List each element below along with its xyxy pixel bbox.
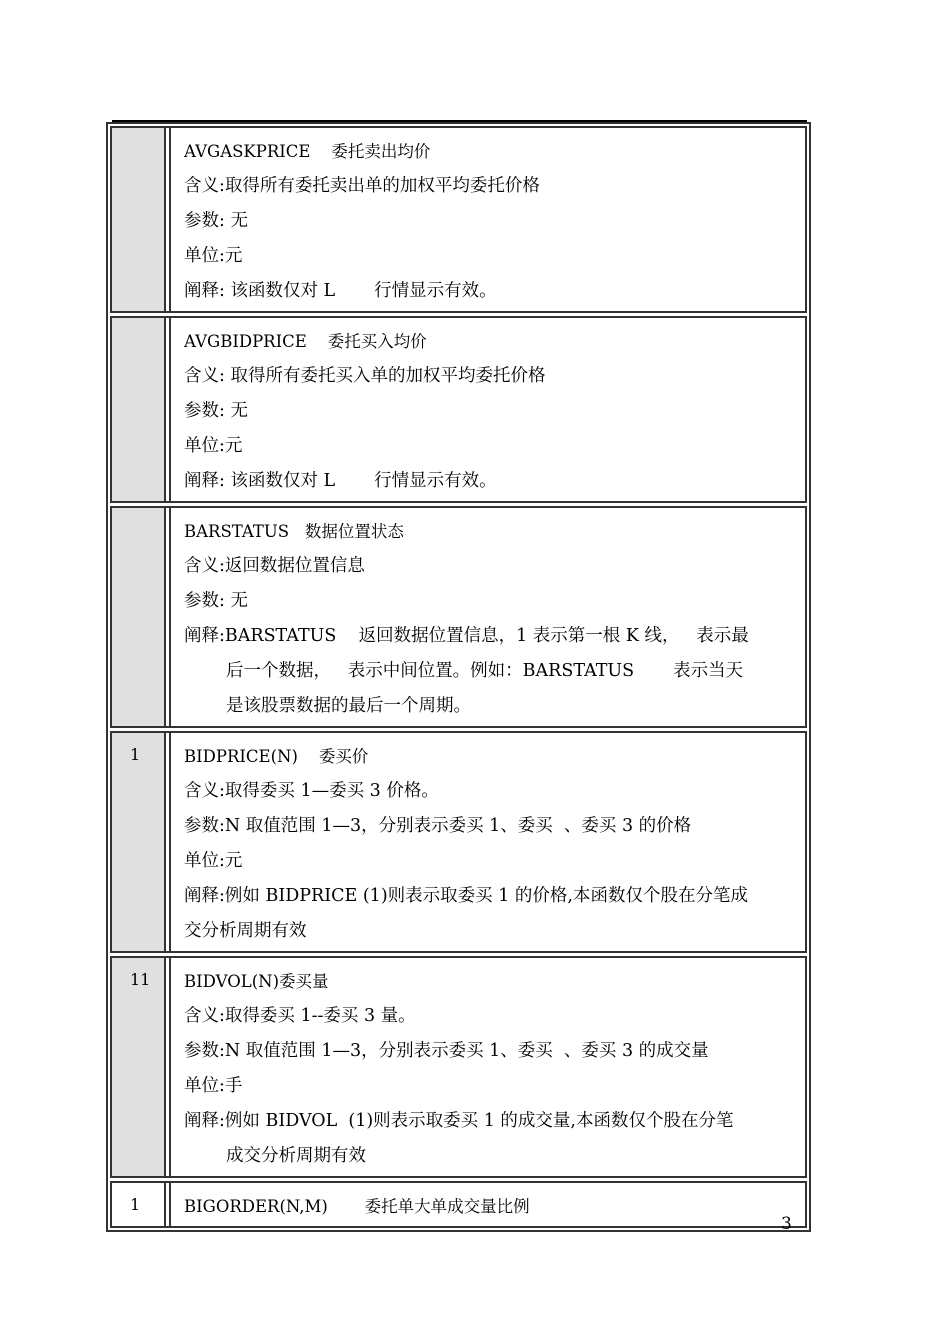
- table-row: [110, 731, 807, 953]
- function-title: BIDPRICE(N) 委买价: [184, 747, 369, 766]
- table-row: [110, 1181, 807, 1228]
- description-line: 参数:N 取值范围 1—3，分别表示委买 1、委买 、委买 3 的价格: [184, 816, 692, 836]
- description-line: 参数: 无: [184, 211, 248, 231]
- row-index-cell: [112, 128, 166, 311]
- table-row: [110, 506, 807, 728]
- description-line: 单位:手: [184, 1076, 243, 1096]
- description-line: 阐释: 该函数仅对 L 行情显示有效。: [184, 281, 497, 301]
- table-row: [110, 956, 807, 1178]
- description-line: 成交分析周期有效: [226, 1146, 366, 1166]
- function-title: BIGORDER(N,M) 委托单大单成交量比例: [184, 1197, 530, 1216]
- row-index-cell: [112, 508, 166, 726]
- page-number: 3: [781, 1214, 792, 1234]
- description-line: 阐释:例如 BIDVOL (1)则表示取委买 1 的成交量,本函数仅个股在分笔: [184, 1111, 734, 1131]
- description-line: 是该股票数据的最后一个周期。: [226, 696, 471, 716]
- row-index-cell: [112, 318, 166, 501]
- description-line: 后一个数据， 表示中间位置。例如：BARSTATUS 表示当天: [226, 661, 744, 681]
- function-table: [106, 122, 811, 1232]
- table-row: [110, 126, 807, 313]
- row-index-cell: 11: [112, 958, 166, 1176]
- row-content-cell: [169, 1183, 805, 1226]
- description-line: 阐释: 该函数仅对 L 行情显示有效。: [184, 471, 497, 491]
- row-content-cell: [169, 508, 805, 726]
- description-line: 含义:取得委买 1--委买 3 量。: [184, 1006, 416, 1026]
- table-row: [110, 316, 807, 503]
- description-line: 单位:元: [184, 436, 243, 456]
- description-line: 阐释:例如 BIDPRICE (1)则表示取委买 1 的价格,本函数仅个股在分笔成: [184, 886, 748, 906]
- description-line: 含义:取得委买 1—委买 3 价格。: [184, 781, 439, 801]
- row-content-cell: [169, 733, 805, 951]
- function-title: BARSTATUS 数据位置状态: [184, 522, 404, 541]
- description-line: 单位:元: [184, 246, 243, 266]
- function-title: BIDVOL(N)委买量: [184, 972, 329, 991]
- function-title: AVGBIDPRICE 委托买入均价: [184, 332, 427, 351]
- description-line: 参数:N 取值范围 1—3，分别表示委买 1、委买 、委买 3 的成交量: [184, 1041, 709, 1061]
- description-line: 参数: 无: [184, 591, 248, 611]
- row-content-cell: [169, 318, 805, 501]
- description-line: 参数: 无: [184, 401, 248, 421]
- description-line: 交分析周期有效: [184, 921, 307, 941]
- description-line: 阐释:BARSTATUS 返回数据位置信息，1 表示第一根 K 线， 表示最: [184, 626, 749, 646]
- row-index-cell: 1: [112, 733, 166, 951]
- description-line: 单位:元: [184, 851, 243, 871]
- function-title: AVGASKPRICE 委托卖出均价: [184, 142, 431, 161]
- row-content-cell: [169, 958, 805, 1176]
- description-line: 含义:取得所有委托卖出单的加权平均委托价格: [184, 176, 540, 196]
- row-content-cell: [169, 128, 805, 311]
- description-line: 含义:返回数据位置信息: [184, 556, 365, 576]
- row-index-cell: 1: [112, 1183, 166, 1226]
- description-line: 含义: 取得所有委托买入单的加权平均委托价格: [184, 366, 546, 386]
